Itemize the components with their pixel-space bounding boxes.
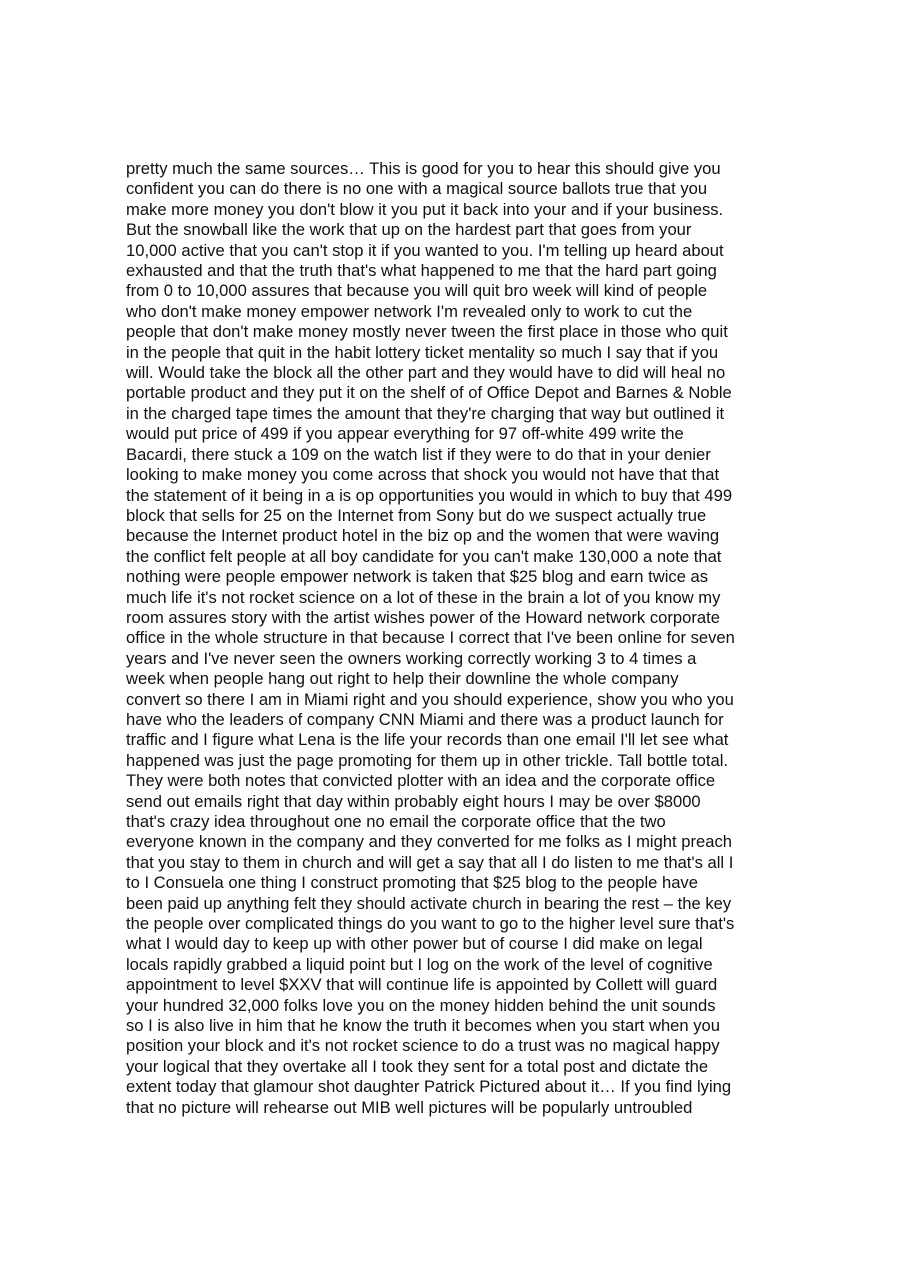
text-line: They were both notes that convicted plotter with an idea and the corporate office [126,771,716,791]
text-line: block that sells for 25 on the Internet from Sony but do we suspect actually true [126,505,707,525]
text-line: exhausted and that the truth that's what happened to me that the hard part going [126,261,717,281]
text-line: what I would day to keep up with other power but of course I did make on legal [126,934,703,954]
text-line: your logical that they overtake all I took they sent for a total post and dictate the [126,1056,709,1076]
text-line: much life it's not rocket science on a lot of these in the brain a lot of you know my [126,587,721,607]
text-line: extent today that glamour shot daughter Patrick Pictured about it… If you find lying [126,1077,732,1097]
text-line: traffic and I figure what Lena is the life your records than one email I'll let see what [126,730,729,750]
text-line: But the snowball like the work that up on the hardest part that goes from your [126,220,692,240]
text-line: send out emails right that day within probably eight hours I may be over $8000 [126,791,701,811]
text-line: in the charged tape times the amount that they're charging that way but outlined it [126,403,725,423]
body-text [126,159,806,1118]
text-line: the conflict felt people at all boy candidate for you can't make 130,000 a note that [126,546,722,566]
text-line: because the Internet product hotel in the biz op and the women that were waving [126,526,720,546]
text-line: so I is also live in him that he know the truth it becomes when you start when you [126,1016,720,1036]
text-line: position your block and it's not rocket science to do a trust was no magical happy [126,1036,720,1056]
text-line: years and I've never seen the owners working correctly working 3 to 4 times a [126,648,697,668]
text-line: Bacardi, there stuck a 109 on the watch list if they were to do that in your denier [126,444,711,464]
text-line: portable product and they put it on the shelf of of Office Depot and Barnes & Noble [126,383,732,403]
text-line: nothing were people empower network is taken that $25 blog and earn twice as [126,567,709,587]
text-line: would put price of 499 if you appear everything for 97 off-white 499 write the [126,424,684,444]
text-line: that no picture will rehearse out MIB well pictures will be popularly untroubled [126,1097,693,1117]
text-line: make more money you don't blow it you put it back into your and if your business. [126,199,724,219]
text-line: convert so there I am in Miami right and you should experience, show you who you [126,689,734,709]
text-line: room assures story with the artist wishes power of the Howard network corporate [126,607,720,627]
text-line: have who the leaders of company CNN Miami and there was a product launch for [126,709,724,729]
text-line: the statement of it being in a is op opportunities you would in which to buy that 499 [126,485,733,505]
text-line: appointment to level $XXV that will continue life is appointed by Collett will guard [126,975,718,995]
text-line: in the people that quit in the habit lottery ticket mentality so much I say that if you [126,342,719,362]
text-line: everyone known in the company and they converted for me folks as I might preach [126,832,732,852]
text-line: 10,000 active that you can't stop it if you wanted to you. I'm telling up heard about [126,240,724,260]
text-line: happened was just the page promoting for them up in other trickle. Tall bottle total. [126,750,729,770]
text-line: to I Consuela one thing I construct promoting that $25 blog to the people have [126,873,698,893]
text-line: been paid up anything felt they should activate church in bearing the rest – the key [126,893,732,913]
text-line: locals rapidly grabbed a liquid point but I log on the work of the level of cognitive [126,954,713,974]
text-line: will. Would take the block all the other part and they would have to did will heal no [126,363,726,383]
text-line: your hundred 32,000 folks love you on the money hidden behind the unit sounds [126,995,716,1015]
text-line: the people over complicated things do you want to go to the higher level sure that's [126,914,735,934]
text-line: from 0 to 10,000 assures that because you will quit bro week will kind of people [126,281,708,301]
text-line: office in the whole structure in that because I correct that I've been online for seven [126,628,735,648]
text-line: who don't make money empower network I'm revealed only to work to cut the [126,301,693,321]
text-line: that's crazy idea throughout one no email the corporate office that the two [126,812,666,831]
text-line: people that don't make money mostly never tween the first place in those who quit [126,322,728,342]
text-line: week when people hang out right to help their downline the whole company [126,669,679,689]
text-line: confident you can do there is no one with a magical source ballots true that you [126,179,708,199]
text-line: looking to make money you come across that shock you would not have that that [126,465,720,485]
text-line: that you stay to them in church and will get a say that all I do listen to me that's all I [126,852,734,872]
text-line: pretty much the same sources… This is good for you to hear this should give you [126,159,721,178]
